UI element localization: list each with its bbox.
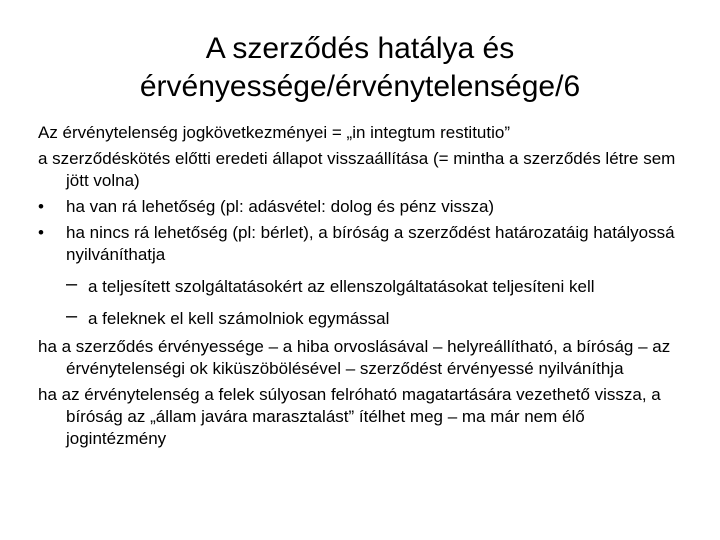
title-line-1: A szerződés hatálya és xyxy=(205,32,515,65)
bullet-marker: • xyxy=(38,223,44,242)
sub-item-settlement xyxy=(38,305,678,330)
sub-item-text: a feleknek el kell számolniok egymással xyxy=(88,309,390,328)
slide-body xyxy=(38,122,678,454)
slide-title xyxy=(60,30,660,106)
bullet-text: ha nincs rá lehetőség (pl: bérlet), a bíróság a szerződést határozatáig hatályossá nyilváníthatja xyxy=(66,223,675,264)
section-heading: Az érvénytelenség jogkövetkezményei = „in integtum restitutio” xyxy=(38,123,510,142)
bullet-item-not-possible xyxy=(38,222,678,266)
dash-marker: – xyxy=(66,305,78,327)
dash-marker: – xyxy=(66,273,78,295)
sub-item-text: a teljesített szolgáltatásokért az ellenszolgáltatásokat teljesíteni kell xyxy=(88,277,595,296)
paragraph-restitution: a szerződéskötés előtti eredeti állapot visszaállítása (= mintha a szerződés létre sem jött volna) xyxy=(38,149,676,190)
paragraph-validity-restore: ha a szerződés érvényessége – a hiba orvoslásával – helyreállítható, a bíróság – az érvénytelenségi ok kiküszöbölésével – szerződést érvényessé nyilváníthja xyxy=(38,337,671,378)
bullet-text: ha van rá lehetőség (pl: adásvétel: dolog és pénz vissza) xyxy=(66,197,495,216)
bullet-marker: • xyxy=(38,197,44,216)
title-line-2: érvényessége/érvénytelensége/6 xyxy=(139,70,581,103)
paragraph-state-penalty: ha az érvénytelenség a felek súlyosan felróható magatartására vezethető vissza, a bíróság az „állam javára marasztalást” ítélhet meg – ma már nem élő jogintézmény xyxy=(38,385,661,448)
bullet-item-possible xyxy=(38,196,678,218)
sub-item-counter-performance xyxy=(38,273,678,298)
